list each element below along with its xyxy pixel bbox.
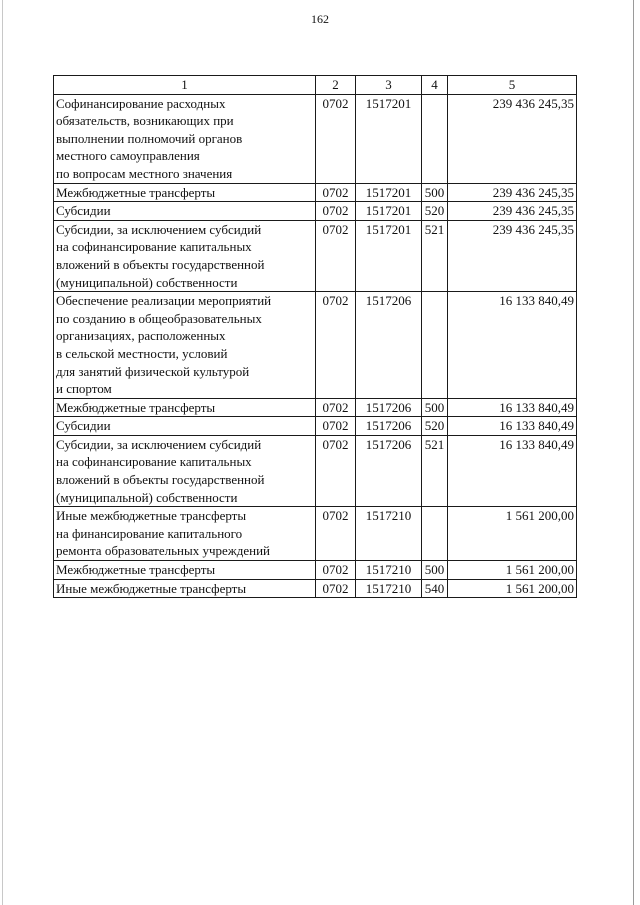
- section-code-cell: 0702: [316, 94, 356, 183]
- section-code-cell: 0702: [316, 398, 356, 417]
- target-code-cell: 1517201: [356, 94, 422, 183]
- table-row: [54, 417, 577, 436]
- column-header-2: 2: [316, 76, 356, 95]
- amount-cell: 239 436 245,35: [448, 202, 577, 221]
- amount-cell: 1 561 200,00: [448, 561, 577, 580]
- amount-cell: 239 436 245,35: [448, 220, 577, 291]
- target-code-cell: 1517206: [356, 292, 422, 399]
- table-row: [54, 579, 577, 598]
- amount-cell: 16 133 840,49: [448, 398, 577, 417]
- section-code-cell: 0702: [316, 202, 356, 221]
- target-code-cell: 1517206: [356, 435, 422, 506]
- section-code-cell: 0702: [316, 561, 356, 580]
- expense-type-cell: [422, 94, 448, 183]
- item-name-cell: Обеспечение реализации мероприятий по созданию в общеобразовательных организациях, расположенных в сельской местности, условий для занятий физической культурой и спортом: [54, 292, 316, 399]
- item-name-cell: Иные межбюджетные трансферты: [54, 579, 316, 598]
- target-code-cell: 1517201: [356, 220, 422, 291]
- expense-type-cell: 500: [422, 183, 448, 202]
- table-row: [54, 220, 577, 291]
- item-name-cell: Субсидии: [54, 417, 316, 436]
- table-header-row: [54, 76, 577, 95]
- table-row: [54, 435, 577, 506]
- expense-type-cell: 540: [422, 579, 448, 598]
- table-row: [54, 561, 577, 580]
- expense-type-cell: 521: [422, 220, 448, 291]
- item-name-cell: Иные межбюджетные трансферты на финансирование капитального ремонта образовательных учреждений: [54, 507, 316, 561]
- table-row: [54, 292, 577, 399]
- item-name-cell: Межбюджетные трансферты: [54, 183, 316, 202]
- amount-cell: 1 561 200,00: [448, 579, 577, 598]
- expense-type-cell: [422, 507, 448, 561]
- item-name-cell: Межбюджетные трансферты: [54, 398, 316, 417]
- section-code-cell: 0702: [316, 417, 356, 436]
- page-number: 162: [311, 12, 329, 26]
- column-header-4: 4: [422, 76, 448, 95]
- column-header-5: 5: [448, 76, 577, 95]
- table-row: [54, 507, 577, 561]
- table-row: [54, 202, 577, 221]
- column-header-1: 1: [54, 76, 316, 95]
- target-code-cell: 1517201: [356, 202, 422, 221]
- expense-type-cell: 520: [422, 417, 448, 436]
- expense-type-cell: 500: [422, 561, 448, 580]
- amount-cell: 16 133 840,49: [448, 417, 577, 436]
- table-row: [54, 398, 577, 417]
- target-code-cell: 1517201: [356, 183, 422, 202]
- table-row: [54, 183, 577, 202]
- item-name-cell: Межбюджетные трансферты: [54, 561, 316, 580]
- expense-type-cell: [422, 292, 448, 399]
- target-code-cell: 1517210: [356, 579, 422, 598]
- table-row: [54, 94, 577, 183]
- amount-cell: 16 133 840,49: [448, 292, 577, 399]
- item-name-cell: Субсидии: [54, 202, 316, 221]
- amount-cell: 1 561 200,00: [448, 507, 577, 561]
- expense-type-cell: 520: [422, 202, 448, 221]
- section-code-cell: 0702: [316, 220, 356, 291]
- budget-table-body: [54, 76, 577, 598]
- target-code-cell: 1517206: [356, 417, 422, 436]
- item-name-cell: Софинансирование расходных обязательств, возникающих при выполнении полномочий органов местного самоуправления по вопросам местного значения: [54, 94, 316, 183]
- item-name-cell: Субсидии, за исключением субсидий на софинансирование капитальных вложений в объекты государственной (муниципальной) собственности: [54, 220, 316, 291]
- expense-type-cell: 500: [422, 398, 448, 417]
- budget-table: [53, 75, 577, 598]
- section-code-cell: 0702: [316, 507, 356, 561]
- amount-cell: 239 436 245,35: [448, 94, 577, 183]
- section-code-cell: 0702: [316, 579, 356, 598]
- target-code-cell: 1517210: [356, 561, 422, 580]
- scan-edge-left: [2, 0, 3, 905]
- target-code-cell: 1517206: [356, 398, 422, 417]
- expense-type-cell: 521: [422, 435, 448, 506]
- section-code-cell: 0702: [316, 435, 356, 506]
- target-code-cell: 1517210: [356, 507, 422, 561]
- amount-cell: 239 436 245,35: [448, 183, 577, 202]
- section-code-cell: 0702: [316, 183, 356, 202]
- section-code-cell: 0702: [316, 292, 356, 399]
- column-header-3: 3: [356, 76, 422, 95]
- item-name-cell: Субсидии, за исключением субсидий на софинансирование капитальных вложений в объекты государственной (муниципальной) собственности: [54, 435, 316, 506]
- amount-cell: 16 133 840,49: [448, 435, 577, 506]
- scan-edge-right: [633, 0, 634, 905]
